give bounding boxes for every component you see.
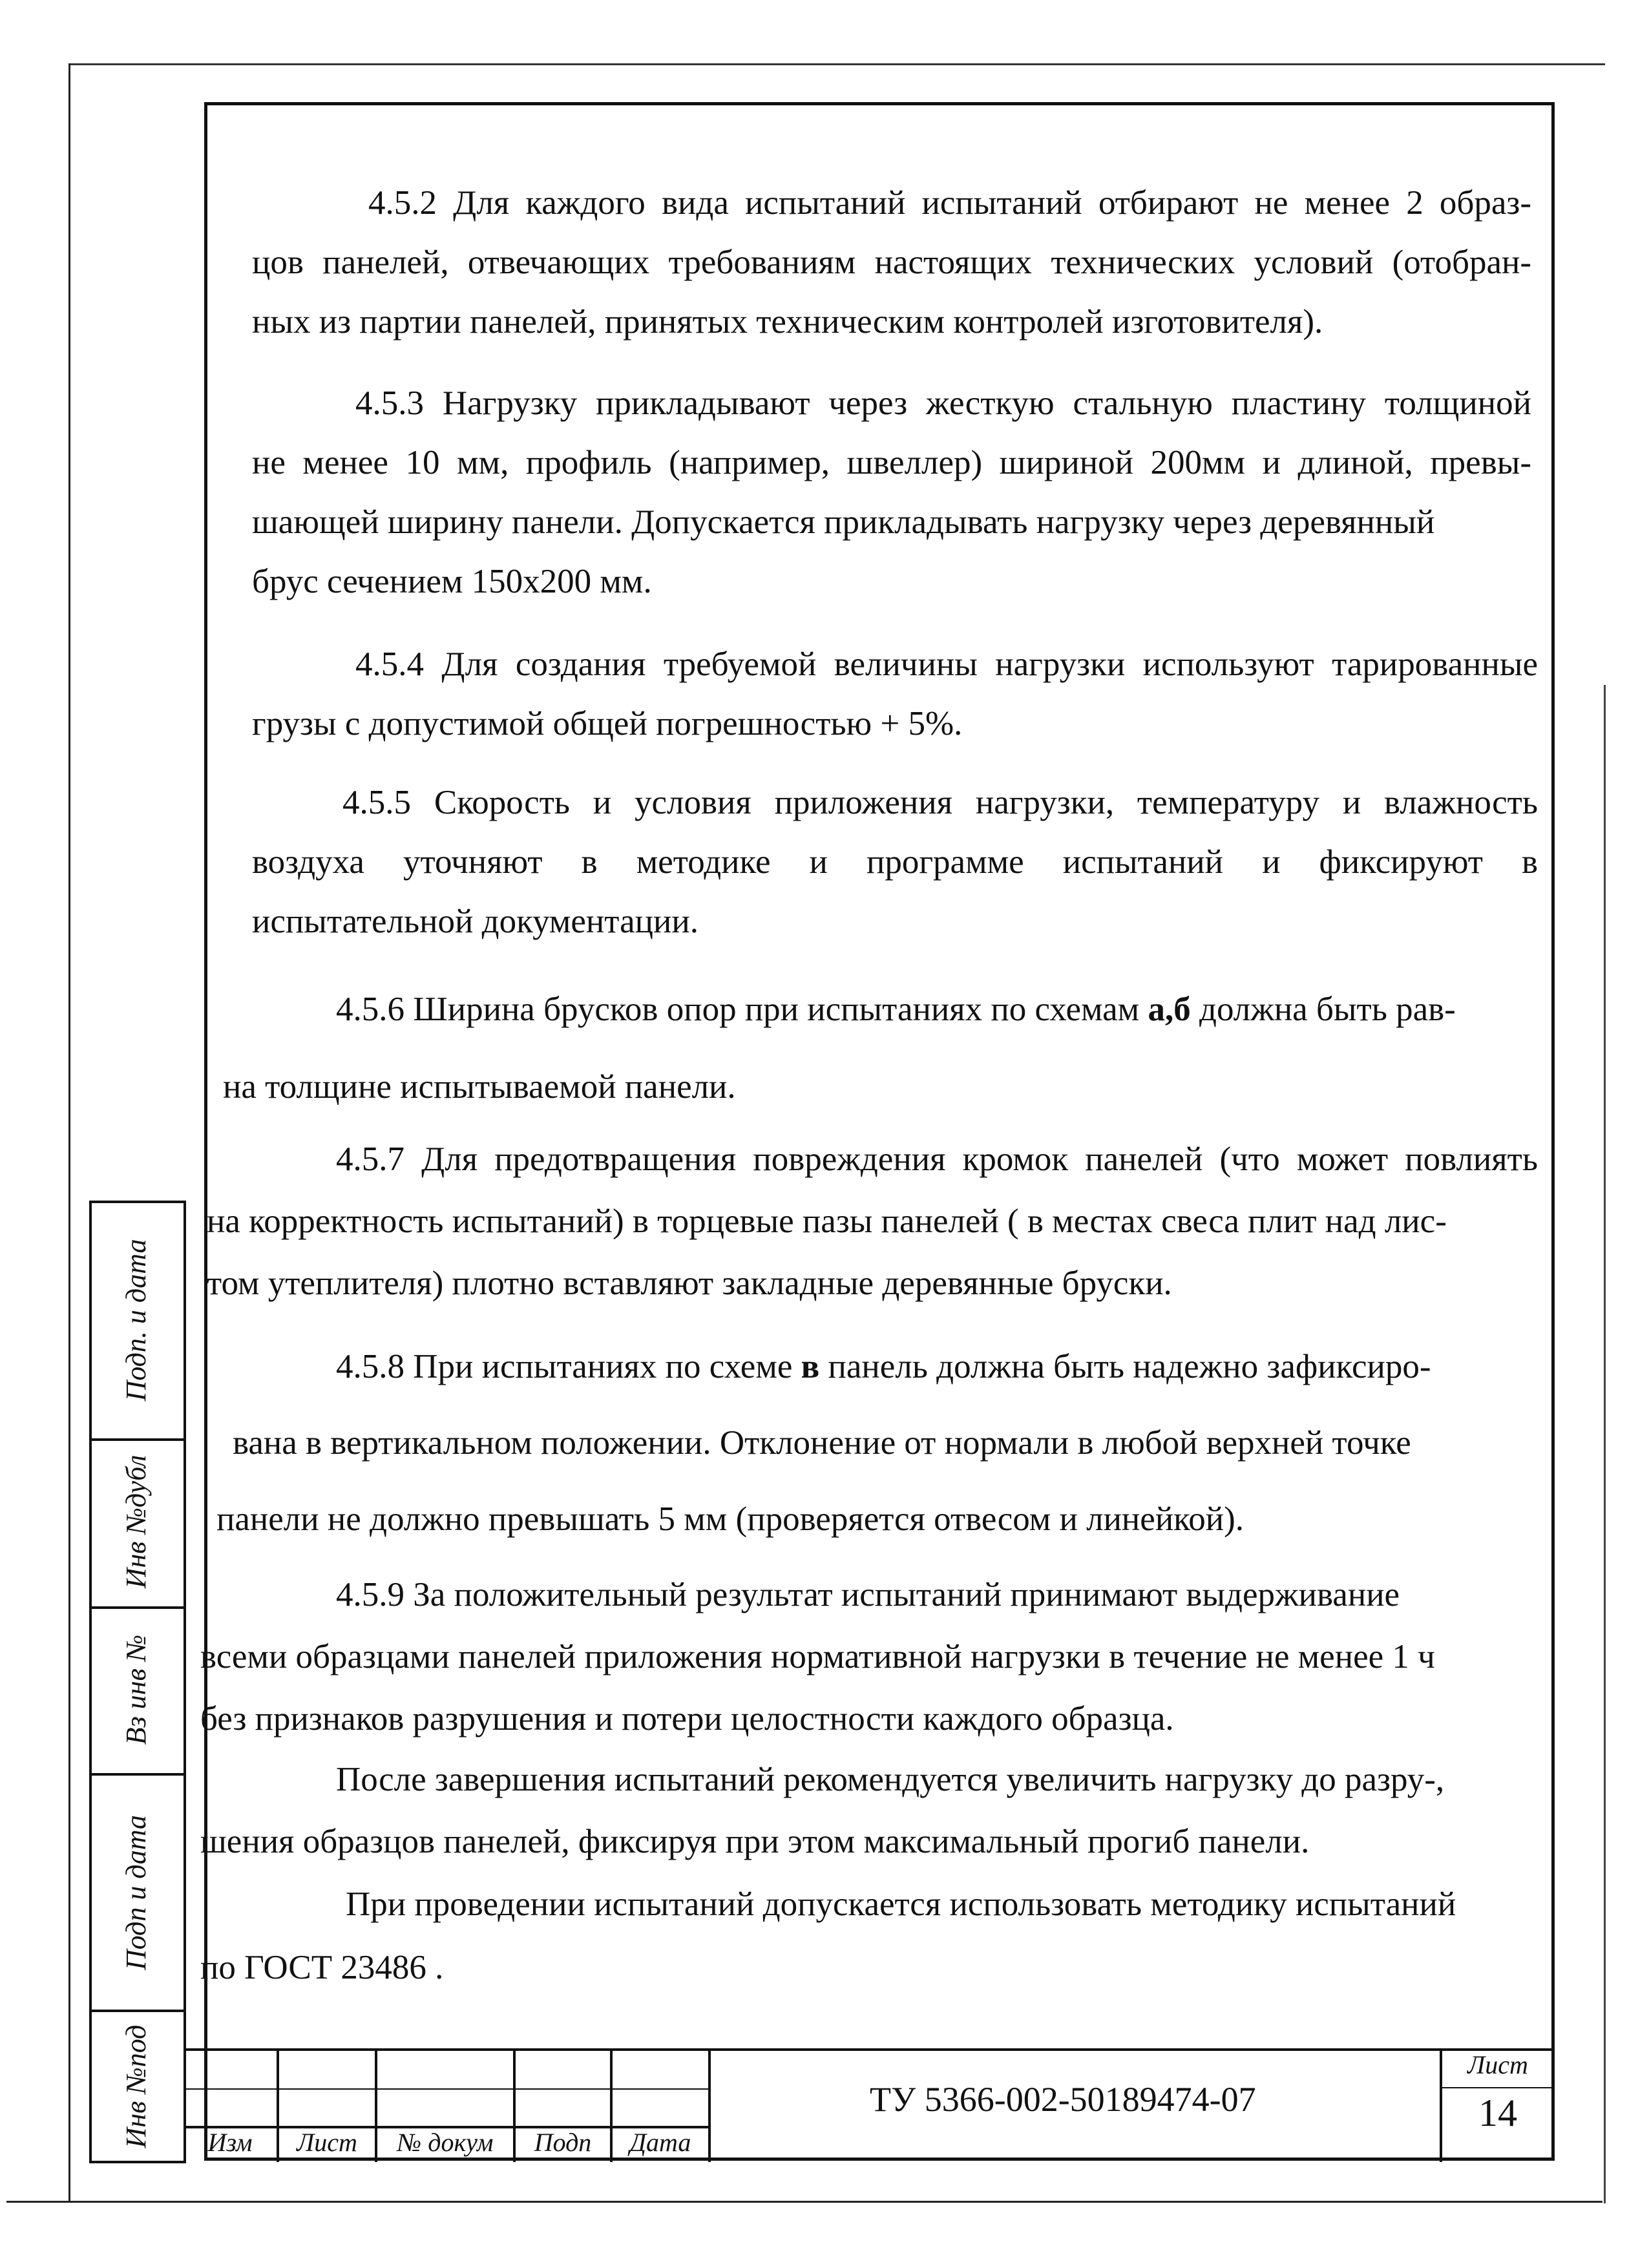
column-label-dokum: № докум [397, 2128, 494, 2157]
page-border-left [68, 63, 70, 2202]
title-block-line [708, 2048, 711, 2162]
paragraph-line [216, 1328, 1535, 1405]
column-label-podp: Подп [534, 2128, 592, 2157]
sheet-label: Лист [1467, 2050, 1528, 2079]
paragraph-after-tests [200, 1748, 1531, 1873]
page-border-bottom [6, 2201, 1602, 2203]
stamp-label-inv-dubl: Инв №дубл [120, 1454, 152, 1589]
paragraph-line: на корректность испытаний) в торцевые пазы панелей ( в местах свеса плит над лис- [207, 1202, 1447, 1240]
paragraph-4-5-3 [252, 373, 1531, 611]
title-block-line [184, 2048, 1553, 2051]
column-label-list: Лист [297, 2128, 357, 2157]
paragraph-4-5-9 [200, 1564, 1531, 1750]
paragraph-method [200, 1873, 1531, 1999]
scheme-ref-bold: в [801, 1348, 820, 1385]
paragraph-line: брус сечением 150х200 мм. [252, 563, 652, 600]
stamp-label-podp-data: Подп и дата [120, 1814, 152, 1971]
scheme-ref-bold: а,б [1148, 991, 1191, 1028]
paragraph-line: 4.5.5 Скорость и условия приложения нагрузки, температуру и влажность [342, 784, 1538, 821]
stamp-label-podp-data: Подп. и дата [120, 1239, 152, 1402]
document-code: ТУ 5366-002-50189474-07 [870, 2080, 1256, 2119]
paragraph-line: 4.5.4 Для создания требуемой величины нагрузки используют тарированные [355, 646, 1538, 683]
paragraph-line: При проведении испытаний допускается использовать методику испытаний [346, 1885, 1456, 1923]
paragraph-text: панель должна быть надежно зафиксиро- [819, 1348, 1431, 1385]
paragraph-4-5-5 [252, 773, 1538, 951]
page-border-top [70, 63, 1605, 65]
paragraph-line: грузы с допустимой общей погрешностью + 5%. [252, 705, 963, 742]
title-block-line [184, 2088, 711, 2090]
column-label-data: Дата [629, 2128, 691, 2157]
paragraph-text: 4.5.8 При испытаниях по схеме [336, 1348, 801, 1385]
paragraph-line: не менее 10 мм, профиль (например, швеллер) шириной 200мм и длиной, превы- [252, 444, 1531, 481]
paragraph-line: на толщине испытываемой панели. [223, 1068, 736, 1106]
paragraph-line: 4.5.9 За положительный результат испытаний принимают выдерживание [336, 1576, 1400, 1613]
paragraph-text: должна быть рав- [1190, 991, 1456, 1028]
side-stamp-line [184, 1201, 186, 2163]
paragraph-text: 4.5.6 Ширина брусков опор при испытаниях по схемам [336, 991, 1148, 1028]
stamp-label-inv-podl: Инв №под [120, 2024, 152, 2148]
paragraph-line: шения образцов панелей, фиксируя при этом максимальный прогиб панели. [200, 1823, 1310, 1860]
sheet-number: 14 [1478, 2092, 1517, 2134]
paragraph-line: вана в вертикальном положении. Отклонение от нормали в любой верхней точке [233, 1424, 1411, 1462]
paragraph-line [223, 971, 1515, 1048]
paragraph-line: том утеплителя) плотно вставляют закладные деревянные бруски. [207, 1265, 1172, 1302]
stamp-label-vz-inv: Вз инв № [120, 1634, 152, 1745]
paragraph-line: 4.5.7 Для предотвращения повреждения кромок панелей (что может повлиять [336, 1140, 1538, 1178]
paragraph-4-5-8 [216, 1328, 1535, 1557]
title-block-line [1441, 2087, 1555, 2088]
paragraph-line: панели не должно превышать 5 мм (проверяется отвесом и линейкой). [216, 1500, 1244, 1538]
paragraph-line: шающей ширину панели. Допускается прикладывать нагрузку через деревянный [252, 503, 1435, 541]
paragraph-line: После завершения испытаний рекомендуется увеличить нагрузку до разру-, [336, 1761, 1445, 1798]
paragraph-line: цов панелей, отвечающих требованиям настоящих технических условий (отобран- [252, 244, 1531, 281]
paragraph-line: 4.5.2 Для каждого вида испытаний испытаний отбирают не менее 2 образ- [368, 184, 1531, 222]
paragraph-line: испытательной документации. [252, 903, 698, 940]
column-label-izm: Изм [207, 2128, 253, 2157]
paragraph-4-5-4 [252, 635, 1538, 753]
paragraph-line: по ГОСТ 23486 . [200, 1949, 444, 1986]
paragraph-line: без признаков разрушения и потери целостности каждого образца. [200, 1700, 1174, 1738]
paragraph-line: всеми образцами панелей приложения нормативной нагрузки в течение не менее 1 ч [200, 1638, 1435, 1675]
page-border-right [1604, 685, 1606, 2203]
side-stamp-line [89, 1201, 92, 2163]
paragraph-4-5-7 [207, 1128, 1538, 1314]
paragraph-line: 4.5.3 Нагрузку прикладывают через жесткую стальную пластину толщиной [355, 384, 1531, 422]
paragraph-line: ных из партии панелей, принятых техническим контролей изготовителя). [252, 303, 1323, 341]
paragraph-4-5-2 [252, 173, 1531, 352]
paragraph-4-5-6 [223, 971, 1515, 1126]
paragraph-line: воздуха уточняют в методике и программе испытаний и фиксируют в [252, 843, 1538, 881]
